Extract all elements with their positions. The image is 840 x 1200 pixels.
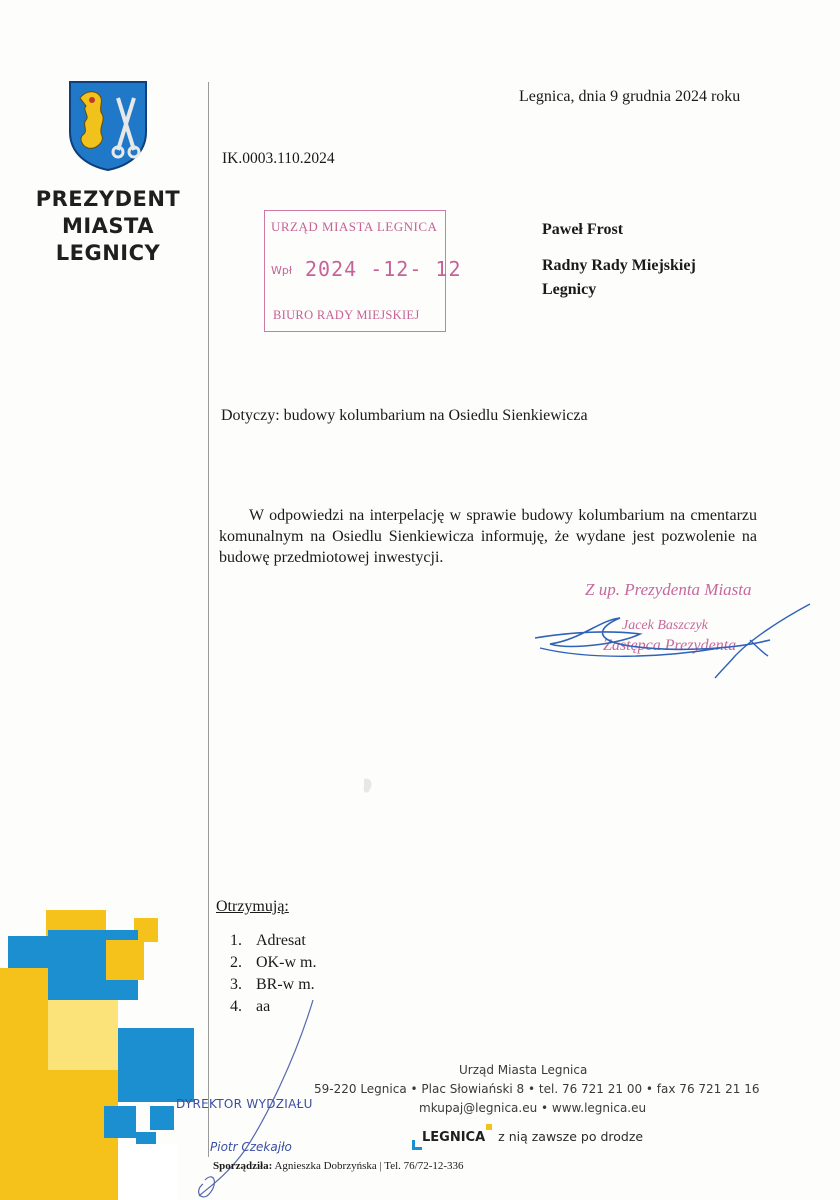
prepared-value: Agnieszka Dobrzyńska | Tel. 76/72-12-336 xyxy=(274,1160,464,1172)
signature-authorization: Z up. Prezydenta Miasta xyxy=(585,580,752,599)
margin-divider-line xyxy=(208,82,209,1157)
scan-speck xyxy=(360,775,378,799)
received-stamp xyxy=(264,210,462,332)
sidebar-title-line-1: PREZYDENT xyxy=(35,187,181,211)
recipient-role-line-1: Radny Rady Miejskiej xyxy=(542,257,696,274)
handwritten-signature xyxy=(530,600,820,680)
list-item: 3. BR-w m. xyxy=(230,976,315,993)
list-item: 2. OK-w m. xyxy=(230,954,317,971)
city-slogan xyxy=(412,1126,643,1145)
stamp-bureau: BIURO RADY MIEJSKIEJ xyxy=(273,308,420,322)
logo-corner-mark xyxy=(412,1140,422,1150)
list-item: 4. aa xyxy=(230,998,271,1015)
recipient-name: Paweł Frost xyxy=(542,221,624,238)
footer-office: Urząd Miasta Legnica xyxy=(459,1063,588,1077)
list-item: 1. Adresat xyxy=(230,932,306,949)
logo-dot xyxy=(486,1124,492,1130)
decorative-mosaic xyxy=(0,900,200,1200)
recipients-heading: Otrzymują: xyxy=(216,898,289,915)
date-line: Legnica, dnia 9 grudnia 2024 roku xyxy=(519,88,741,105)
reference-number: IK.0003.110.2024 xyxy=(222,150,335,167)
subject-line: Dotyczy: budowy kolumbarium na Osiedlu Sienkiewicza xyxy=(221,407,588,424)
stamp-received-label: Wpł xyxy=(271,264,292,277)
stamp-office: URZĄD MIASTA LEGNICA xyxy=(271,219,438,234)
director-name: Piotr Czekajło xyxy=(210,1140,292,1154)
sidebar-title xyxy=(30,186,186,267)
footer-contact: mkupaj@legnica.eu • www.legnica.eu xyxy=(419,1101,647,1115)
sidebar-title-line-3: LEGNICY xyxy=(55,241,161,265)
stamp-received-date: 2024 -12- 12 xyxy=(305,257,462,281)
legnica-logo: LEGNICA xyxy=(412,1130,492,1145)
footer-address: 59-220 Legnica • Plac Słowiański 8 • tel. 76 721 21 00 • fax 76 721 21 16 xyxy=(314,1082,760,1096)
letter-body: W odpowiedzi na interpelację w sprawie budowy kolumbarium na cmentarzu komunalnym na Osiedlu Sienkiewicza informuję, że wydane jest pozwolenie na budowę przedmiotowej inwestycji. xyxy=(219,507,757,566)
signature-role: Zastępca Prezydenta xyxy=(603,637,737,654)
prepared-by xyxy=(213,1160,464,1172)
signature-name: Jacek Baszczyk xyxy=(622,618,708,633)
director-title: DYREKTOR WYDZIAŁU xyxy=(176,1097,313,1111)
prepared-label: Sporządziła: xyxy=(213,1160,273,1172)
slogan-text: z nią zawsze po drodze xyxy=(498,1129,644,1144)
recipient-role-line-2: Legnicy xyxy=(542,281,597,298)
legnica-coat-of-arms-icon xyxy=(68,80,148,172)
recipient-block xyxy=(542,218,696,302)
sidebar-title-line-2: MIASTA xyxy=(61,214,155,238)
